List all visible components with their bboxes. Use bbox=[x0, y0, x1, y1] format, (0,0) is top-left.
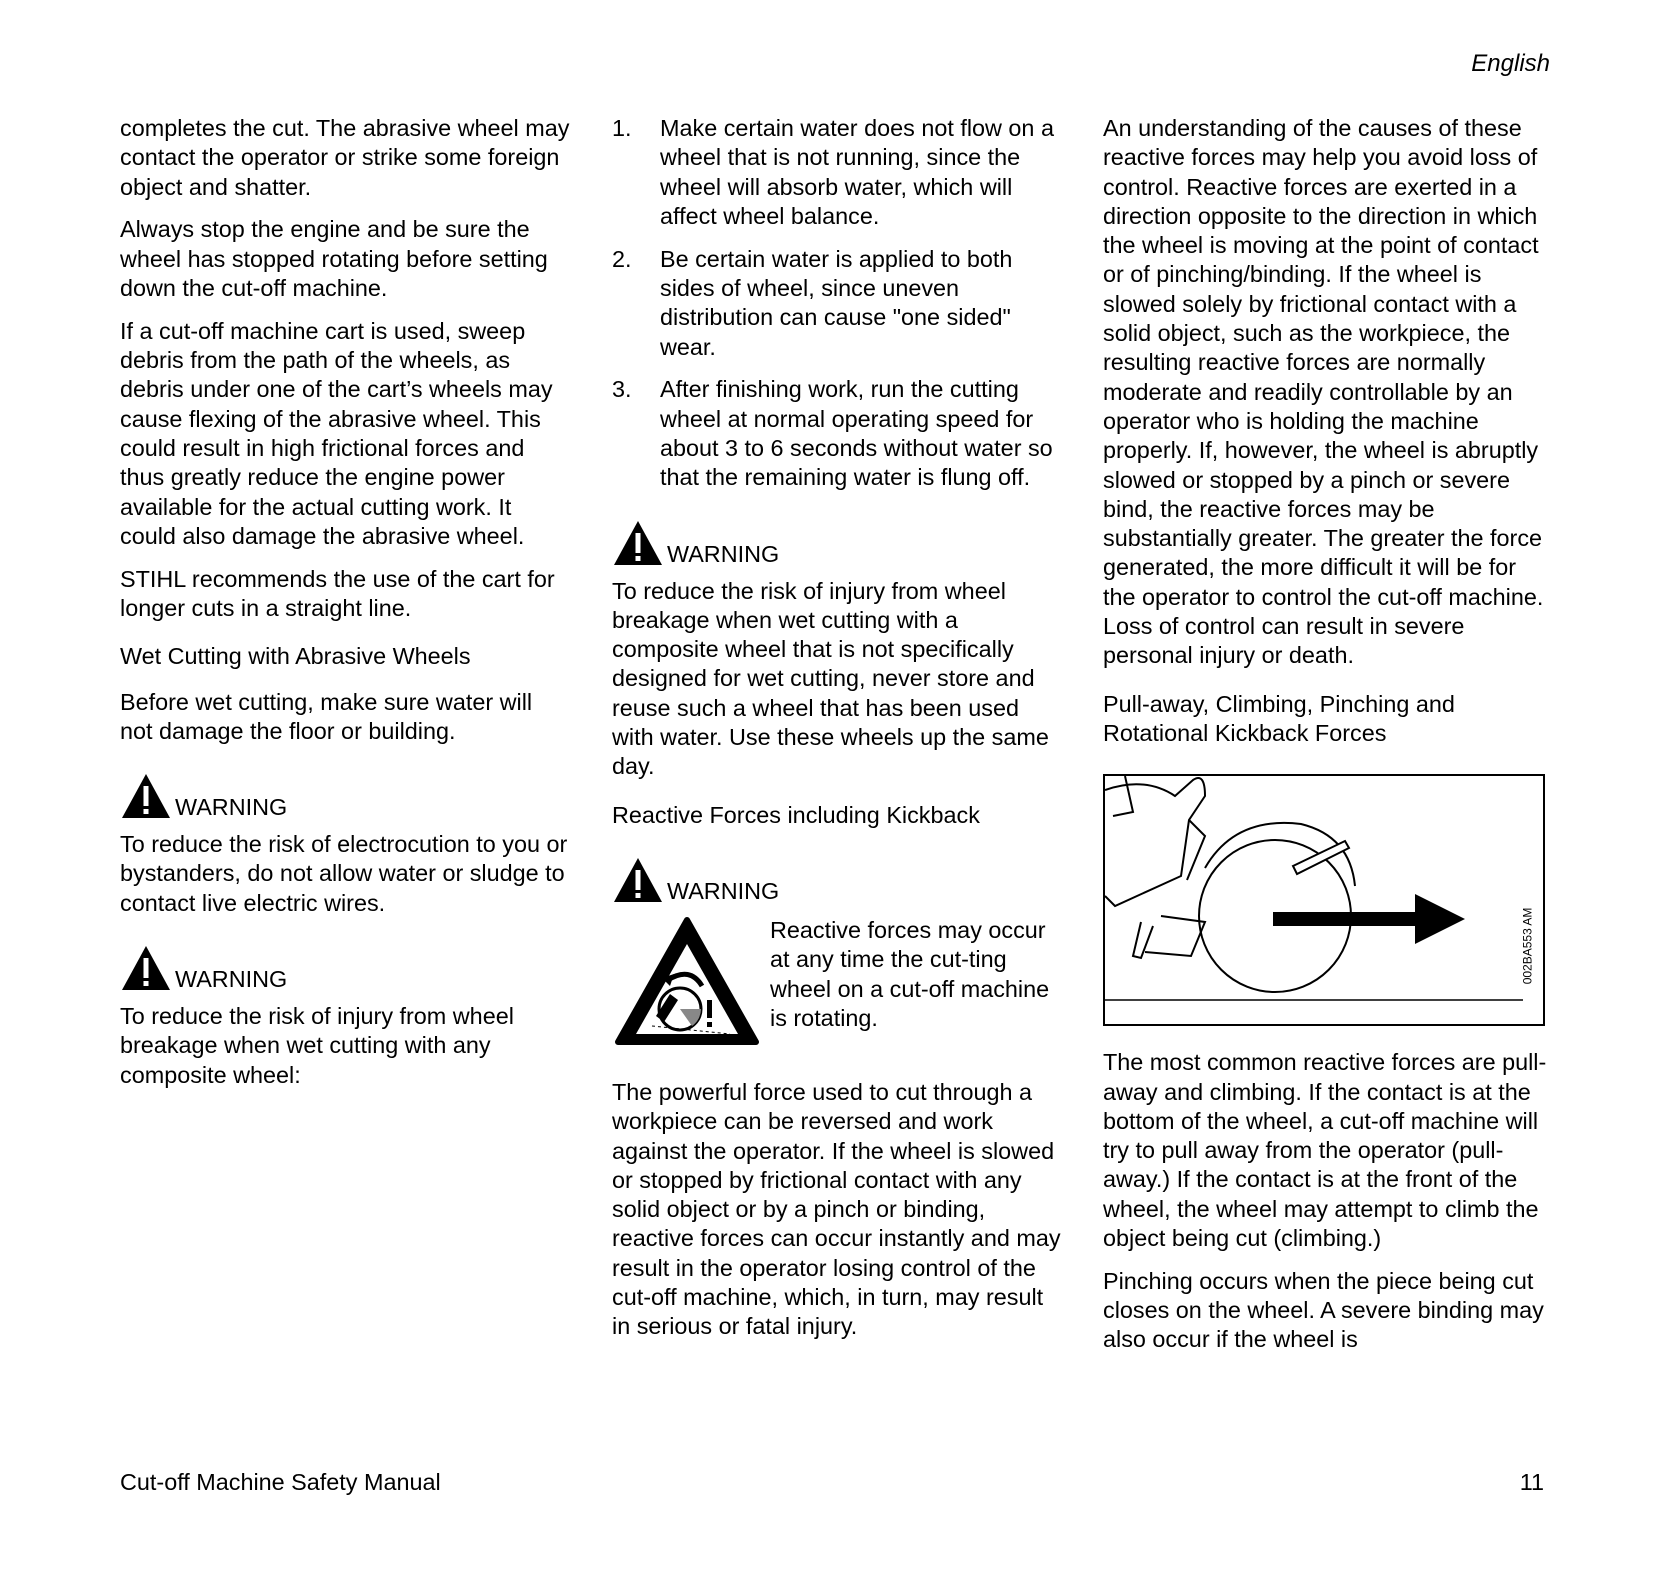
kickback-pictogram-block bbox=[612, 914, 1062, 1052]
list-item bbox=[612, 375, 1062, 492]
list-item bbox=[612, 245, 1062, 362]
list-number: 1. bbox=[612, 115, 632, 141]
kickback-warning-pictogram bbox=[612, 914, 770, 1052]
warning-label: WARNING bbox=[667, 877, 780, 904]
warning-label: WARNING bbox=[175, 966, 288, 993]
cut-off-machine-illustration bbox=[1105, 776, 1543, 1024]
section-heading-wet-cutting: Wet Cutting with Abrasive Wheels bbox=[120, 643, 471, 670]
warning-triangle-icon bbox=[120, 944, 172, 992]
warning-header bbox=[612, 854, 1062, 904]
warning-header bbox=[612, 517, 1062, 567]
paragraph: completes the cut. The abrasive wheel may contact the operator or strike some foreign object and shatter. bbox=[120, 115, 570, 200]
header-language: English bbox=[1471, 50, 1550, 77]
numbered-list bbox=[612, 114, 1062, 493]
paragraph: If a cut-off machine cart is used, sweep debris from the path of the wheels, as debris under one of the cart’s wheels may cause flexing of the abrasive wheel. This could result in high frictional forces and thus greatly reduce the engine power available for the actual cutting work. It could also damage the abrasive wheel. bbox=[120, 317, 553, 549]
warning-triangle-icon bbox=[612, 519, 664, 567]
list-number: 3. bbox=[612, 376, 632, 403]
list-number: 2. bbox=[612, 245, 632, 272]
footer-title: Cut-off Machine Safety Manual bbox=[120, 1469, 441, 1495]
warning-label: WARNING bbox=[667, 540, 780, 567]
section-heading-pull-away: Pull-away, Climbing, Pinching and Rotational Kickback Forces bbox=[1103, 690, 1455, 746]
paragraph: The powerful force used to cut through a workpiece can be reversed and work against the operator. If the wheel is slowed or stopped by frictional contact with any solid object or by a pinch or binding, reactive forces can occur instantly and may result in the operator losing control of the cut-off machine, which, in turn, may result in serious or fatal injury. bbox=[612, 1078, 1061, 1340]
paragraph: Always stop the engine and be sure the wheel has stopped rotating before setting down the cut-off machine. bbox=[120, 216, 548, 301]
list-item bbox=[612, 114, 1062, 231]
warning-text: To reduce the risk of electrocution to you or bystanders, do not allow water or sludge to contact live electric wires. bbox=[120, 831, 568, 916]
figure-code-label: 002BA553 AM bbox=[1520, 907, 1535, 985]
paragraph: An understanding of the causes of these reactive forces may help you avoid loss of control. Reactive forces are exerted in a direction opposite to the direction in which the wheel is moving at the point of contact or of pinching/binding. If the wheel is slowed solely by frictional contact with a solid object, such as the workpiece, the resulting reactive forces are normally moderate and readily controllable by an operator who is holding the machine properly. If, however, the wheel is abruptly slowed or stopped by a pinch or severe bind, the reactive forces may be substantially greater. The greater the force generated, the more difficult it will be for the operator to control the cut-off machine. Loss of control can result in severe personal injury or death. bbox=[1103, 115, 1544, 669]
list-text: Be certain water is applied to both sides of wheel, since uneven distribution can cause "one sided" wear. bbox=[660, 245, 1013, 360]
warning-label: WARNING bbox=[175, 794, 288, 821]
list-text: Make certain water does not flow on a wheel that is not running, since the wheel will absorb water, which will affect wheel balance. bbox=[660, 115, 1054, 229]
warning-triangle-icon bbox=[120, 772, 172, 820]
warning-header bbox=[120, 770, 570, 820]
warning-text: To reduce the risk of injury from wheel breakage when wet cutting with any composite wheel: bbox=[120, 1003, 514, 1088]
paragraph: STIHL recommends the use of the cart for longer cuts in a straight line. bbox=[120, 565, 555, 621]
column-2 bbox=[612, 114, 1062, 1355]
warning-header bbox=[120, 942, 570, 992]
column-1 bbox=[120, 114, 570, 1103]
warning-triangle-icon bbox=[612, 856, 664, 904]
pictogram-caption: Reactive forces may occur at any time the cut-ting wheel on a cut-off machine is rotating. bbox=[770, 916, 1050, 1031]
warning-text: To reduce the risk of injury from wheel breakage when wet cutting with a composite wheel that is not specifically designed for wet cutting, never store and reuse such a wheel that has been used with water. Use these wheels up the same day. bbox=[612, 577, 1049, 780]
paragraph: Before wet cutting, make sure water will not damage the floor or building. bbox=[120, 688, 533, 744]
paragraph: The most common reactive forces are pull-away and climbing. If the contact is at the bottom of the wheel, a cut-off machine will try to pull away from the operator (pull-away.) If the contact is at the front of the wheel, the wheel may attempt to climb the object being cut (climbing.) bbox=[1103, 1049, 1547, 1252]
column-3 bbox=[1103, 114, 1548, 1368]
page-number: 11 bbox=[1519, 1469, 1544, 1495]
list-text: After finishing work, run the cutting wheel at normal operating speed for about 3 to 6 seconds without water so that the remaining water is flung off. bbox=[660, 376, 1053, 491]
pull-away-illustration bbox=[1103, 774, 1545, 1026]
section-heading-reactive-forces: Reactive Forces including Kickback bbox=[612, 801, 980, 828]
paragraph: Pinching occurs when the piece being cut closes on the wheel. A severe binding may also occur if the wheel is bbox=[1103, 1267, 1544, 1353]
